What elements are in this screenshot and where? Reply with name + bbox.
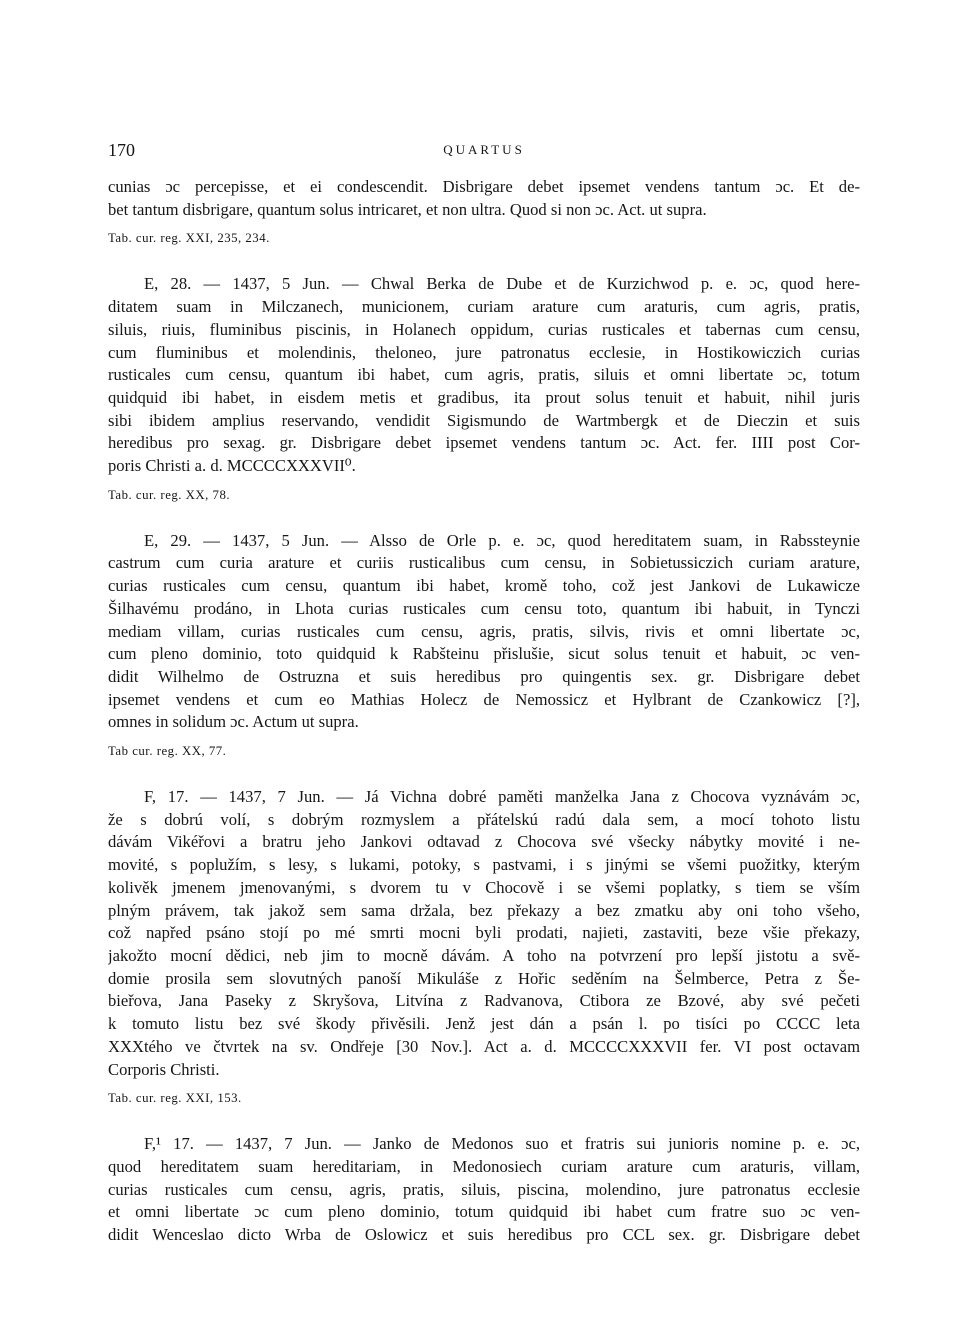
entry-e-28 [108, 273, 860, 503]
text-line: siluis, riuis, fluminibus piscinis, in Holanech oppidum, curias rusticales et tabernas cum censu, [108, 319, 860, 339]
text-line: Šilhavému prodáno, in Lhota curias rusticales cum censu toto, quantum ibi habuit, in Tynczi [108, 598, 860, 618]
text-line: XXXtého ve čtvrtek na sv. Ondřeje [30 Nov.]. Act a. d. MCCCCXXXVII fer. VI post octavam [108, 1036, 860, 1056]
text-line: ipsemet vendens et cum eo Mathias Holecz de Nemossicz et Hylbrant de Czankowicz [?], [108, 689, 860, 709]
text-line: rusticales cum censu, quantum ibi habet, cum agris, pratis, siluis et omni libertate ɔc, totum [108, 365, 860, 385]
text-line: movité, s poplužím, s lesy, s lukami, potoky, s pastvami, i s jinými se všemi puožitky, kterým [108, 855, 860, 875]
text-line: heredibus pro sexag. gr. Disbrigare debet ipsemet vendens tantum ɔc. Act. fer. IIII post Cor- [108, 433, 860, 453]
text-line: ditatem suam in Milczanech, municionem, curiam arature cum araturis, cum agris, pratis, [108, 297, 860, 317]
text-line: jakožto mocní dědici, neb jim to mocně dávám. A toho na potvrzení pro lepší jistotu a svě- [108, 945, 860, 965]
entry-e-29 [108, 530, 860, 760]
text-line: curias rusticales cum censu, agris, pratis, siluis, piscina, molendino, jure patronatus ecclesie [108, 1179, 860, 1199]
text-line: quidquid ibi habet, in eisdem metis et gradibus, ita prout solus tenuit et habuit, nihil juris [108, 387, 860, 407]
text-line: curias rusticales cum censu, quantum ibi habet, kromě toho, což jest Jankovi de Lukawicze [108, 576, 860, 596]
text-line: poris Christi a. d. MCCCCXXXVII⁰. [108, 456, 356, 476]
running-head: QUARTUS [443, 142, 525, 157]
text-line: bieřova, Jana Paseky z Skryšova, Litvína z Radvanova, Ctibora ze Bzové, aby své pečeti [108, 991, 860, 1011]
text-line: Corporis Christi. [108, 1059, 220, 1079]
text-line: dávám Vikéřovi a bratru jeho Jankovi odtavad z Chocova své všecky nábytky movité i ne- [108, 832, 860, 852]
text-line: domie prosila sem slovutných panoší Mikuláše z Hořic seděním na Šelmberce, Petra z Še- [108, 968, 860, 988]
entry-continuation [108, 176, 860, 247]
source-citation: Tab. cur. reg. XX, 78. [108, 487, 231, 502]
entry-f-17 [108, 786, 860, 1107]
text-line: kolivěk jmenem jmenovanými, s dvorem tu v Chocově i se všemi poplatky, s tiem se vším [108, 877, 860, 897]
text-line: bet tantum disbrigare, quantum solus intricaret, et non ultra. Quod si non ɔc. Act. ut supra. [108, 199, 707, 219]
text-line: mediam villam, curias rusticales cum censu, agris, pratis, silvis, rivis et omni libertate ɔc, [108, 621, 860, 641]
page-header [108, 140, 860, 164]
source-citation: Tab. cur. reg. XXI, 153. [108, 1091, 242, 1106]
text-line: quod hereditatem suam hereditariam, in Medonosiech curiam arature cum araturis, villam, [108, 1156, 860, 1176]
text-line: et omni libertate ɔc cum pleno dominio, totum quidquid ibi habet cum fratre suo ɔc ven- [108, 1202, 860, 1222]
text-line: cum pleno dominio, toto quidquid k Rabšteinu přislušie, sicut solus tenuit et habuit, ɔc ven- [108, 644, 860, 664]
source-citation: Tab. cur. reg. XXI, 235, 234. [108, 231, 270, 246]
text-line: didit Wilhelmo de Ostruzna et suis heredibus pro quingentis sex. gr. Disbrigare debet [108, 666, 860, 686]
text-line: že s dobrú volí, s dobrým rozmyslem a přátelskú radú dala sem, a mocí tohoto listu [108, 809, 860, 829]
text-line: didit Wenceslao dicto Wrba de Oslowicz et suis heredibus pro CCL sex. gr. Disbrigare debet [108, 1225, 860, 1245]
entry-heading-line: E, 28. — 1437, 5 Jun. — Chwal Berka de Dube et de Kurzichwod p. e. ɔc, quod here- [144, 274, 860, 294]
document-body [108, 176, 860, 1247]
text-line: což napřed psáno stojí po mé smrti mocni byli prodati, najieti, zastaviti, beze všie překazy, [108, 923, 860, 943]
text-line: cum fluminibus et molendinis, theloneo, jure patronatus ecclesie, in Hostikowiczich curias [108, 342, 860, 362]
entry-heading-line: E, 29. — 1437, 5 Jun. — Alsso de Orle p. e. ɔc, quod hereditatem suam, in Rabssteynie [144, 530, 860, 550]
text-line: plným právem, tak jakož sem sama držala, bez překazy a bez zmatku aby oni toho všeho, [108, 900, 860, 920]
entry-heading-line: F, 17. — 1437, 7 Jun. — Já Vichna dobré paměti manželka Jana z Chocova vyznávám ɔc, [144, 787, 860, 807]
text-line: omnes in solidum ɔc. Actum ut supra. [108, 712, 359, 732]
entry-heading-line: F,¹ 17. — 1437, 7 Jun. — Janko de Medonos suo et fratris sui junioris nomine p. e. ɔc, [144, 1134, 860, 1154]
source-citation: Tab cur. reg. XX, 77. [108, 744, 227, 759]
text-line: sibi ibidem amplius reservando, vendidit Sigismundo de Wartmbergk et de Dieczin et suis [108, 410, 860, 430]
text-line: cunias ɔc percepisse, et ei condescendit. Disbrigare debet ipsemet vendens tantum ɔc. Et de- [108, 177, 860, 196]
page-number: 170 [108, 140, 135, 160]
entry-f1-17 [108, 1133, 860, 1247]
text-line: castrum cum curia arature et curiis rusticalibus cum censu, in Sobietussiczich curiam arature, [108, 553, 860, 573]
text-line: k tomuto listu bez své škody přivěsili. Jenž jest dán a psán l. po tisíci po CCCC leta [108, 1014, 860, 1034]
